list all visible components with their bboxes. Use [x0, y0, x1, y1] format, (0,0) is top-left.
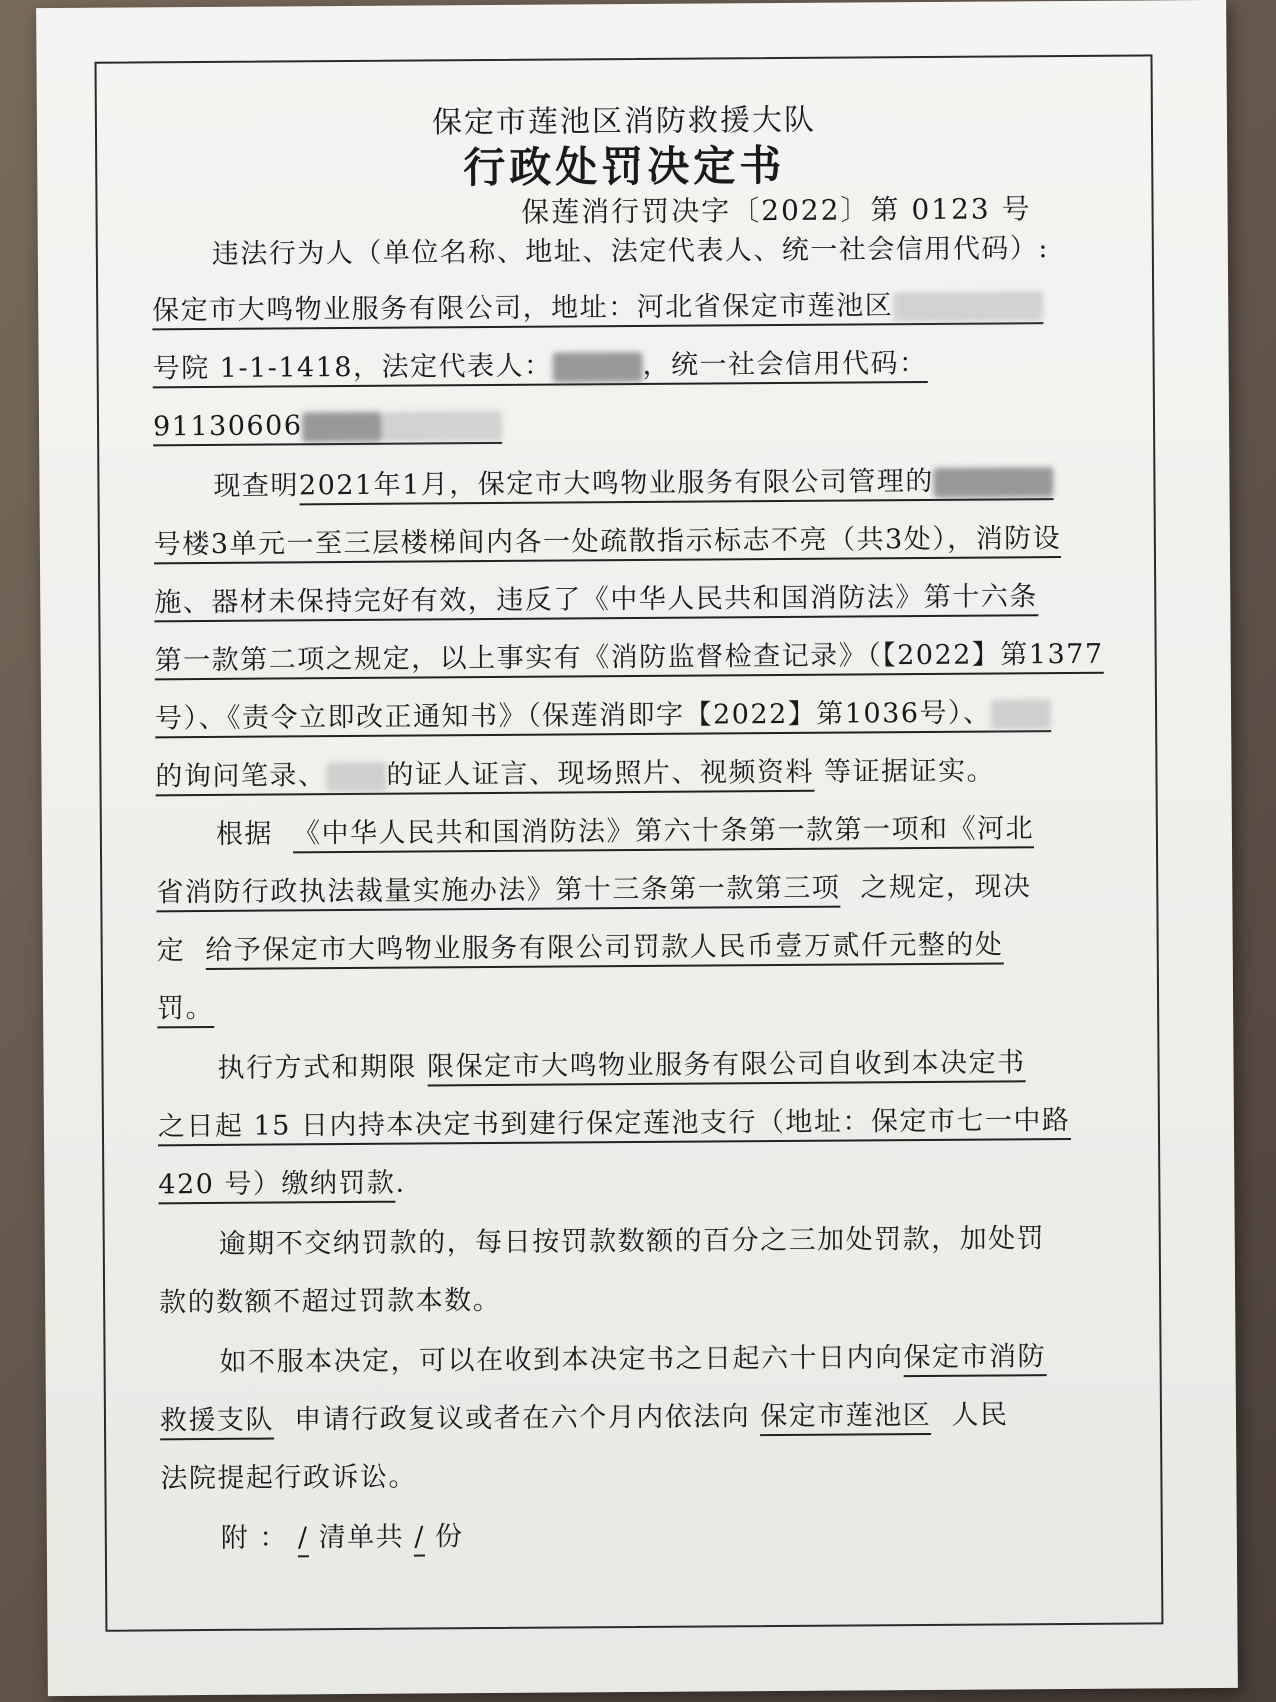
facts-text-3: 施、器材未保持完好有效，违反了《中华人民共和国消防法》第十六条	[154, 581, 1038, 622]
redacted-credit-code-2	[382, 410, 502, 441]
document-number: 保莲消行罚决字〔2022〕第 0123 号	[521, 192, 1032, 229]
basis-text-2: 省消防行政执法裁量实施办法》第十三条第一款第三项	[156, 873, 840, 913]
redacted-credit-code	[302, 411, 382, 442]
penalty-decision-end: 罚。	[157, 993, 214, 1028]
document-paper	[36, 0, 1238, 1696]
redacted-representative	[552, 351, 642, 382]
basis-text-1: 《中华人民共和国消防法》第六十条第一款第一项和《河北	[293, 813, 1034, 853]
party-heading-text: 违法行为人（单位名称、地址、法定代表人、统一社会信用代码）:	[211, 233, 1050, 270]
party-heading	[152, 228, 1172, 275]
facts-line-5	[155, 693, 1115, 740]
execution-line-3: 420 号）缴纳罚款.	[158, 1159, 1118, 1206]
facts-text-1: 2021年1月，保定市大鸣物业服务有限公司管理的	[299, 465, 1054, 505]
party-details: 号院 1-1-1418，法定代表人： ，统一社会信用代码：	[153, 348, 928, 388]
facts-line-3	[154, 577, 1114, 624]
execution-line-1: 执行方式和期限 限保定市大鸣物业服务有限公司自收到本决定书	[157, 1042, 1177, 1089]
facts-text-4b: 《消防监督检查记录》（【2022】第1377	[582, 639, 1104, 678]
basis-line-1: 根据 《中华人民共和国消防法》第六十条第一款第一项和《河北	[156, 808, 1176, 855]
facts-line-4	[155, 635, 1115, 682]
facts-text-2: 号楼3单元一至三层楼梯间内各一处疏散指示标志不亮（共3处），消防设	[154, 523, 1062, 564]
party-line-2	[153, 343, 1113, 390]
attachment-copies-value: /	[414, 1521, 425, 1556]
basis-line-3: 定 给予保定市大鸣物业服务有限公司罚款人民币壹万贰仟元整的处	[157, 925, 1117, 972]
attachment-line: 附 ： / 清单共 / 份	[161, 1512, 1181, 1559]
document-title: 行政处罚决定书	[463, 140, 786, 193]
facts-text-5: 号）、《责令立即改正通知书》（保莲消即字【2022】第1036号）、	[155, 697, 1052, 738]
party-name-address: 保定市大鸣物业服务有限公司，地址：河北省保定市莲池区	[152, 289, 1043, 330]
document-frame	[94, 54, 1163, 1631]
party-line-3	[153, 401, 1113, 448]
overdue-line-2	[159, 1277, 1119, 1324]
execution-text-1: 限保定市大鸣物业服务有限公司自收到本决定书	[427, 1047, 1026, 1086]
appeal-line-3	[160, 1453, 1120, 1500]
penalty-decision: 给予保定市大鸣物业服务有限公司罚款人民币壹万贰仟元整的处	[205, 929, 1003, 970]
execution-line-2	[158, 1101, 1118, 1148]
court-name: 保定市莲池区	[760, 1400, 931, 1436]
execution-text-2: 之日起 15 日内持本决定书到建行保定莲池支行（地址：保定市七一中路	[158, 1105, 1071, 1146]
appeal-text-3: 法院提起行政诉讼。	[160, 1461, 417, 1495]
issuing-organization: 保定市莲池区消防救援大队	[431, 102, 817, 141]
redacted-name-2	[326, 761, 386, 791]
facts-text-4a: 第一款第二项之规定，以上事实有	[155, 642, 583, 680]
credit-code: 91130606	[153, 409, 503, 446]
facts-line-2	[154, 519, 1114, 566]
redacted-name-1	[991, 699, 1051, 729]
attachment-list-value: /	[298, 1522, 309, 1557]
review-authority-end: 救援支队	[160, 1405, 274, 1441]
party-line-1	[152, 285, 1112, 332]
appeal-line-1: 如不服本决定，可以在收到本决定书之日起六十日内向保定市消防	[219, 1341, 1047, 1378]
overdue-line-1	[159, 1218, 1179, 1265]
facts-line-6	[155, 751, 1115, 798]
appeal-line-2: 救援支队 申请行政复议或者在六个月内依法向 保定市莲池区 人民	[160, 1395, 1120, 1442]
redacted-location	[934, 467, 1054, 498]
basis-text-2b: 之规定，现决	[860, 871, 1032, 904]
basis-line-4	[157, 983, 1117, 1030]
execution-text-3: 420 号）缴纳罚款	[158, 1168, 395, 1205]
facts-text-6: 的询问笔录、 的证人证言、现场照片、视频资料	[155, 757, 814, 797]
basis-line-2	[156, 867, 1116, 914]
overdue-text-2: 款的数额不超过罚款本数。	[159, 1284, 502, 1319]
facts-line-1: 现查明2021年1月，保定市大鸣物业服务有限公司管理的	[153, 460, 1173, 507]
facts-text-6c: 等证据证实。	[823, 755, 996, 788]
overdue-text-1: 逾期不交纳罚款的，每日按罚款数额的百分之三加处罚款，加处罚	[218, 1223, 1046, 1260]
redacted-address	[893, 291, 1043, 322]
review-authority: 保定市消防	[903, 1341, 1046, 1377]
